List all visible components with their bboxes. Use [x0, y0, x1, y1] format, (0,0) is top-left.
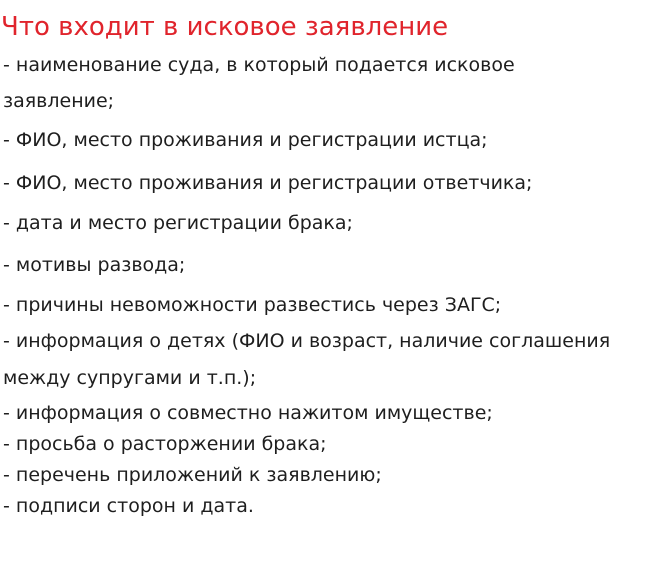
list-item: - мотивы развода;: [3, 254, 186, 276]
list-item: - ФИО, место проживания и регистрации ответчика;: [3, 172, 533, 194]
page-title: Что входит в исковое заявление: [1, 12, 449, 42]
list-item: - перечень приложений к заявлению;: [3, 464, 382, 486]
list-item: - причины невоможности развестись через ЗАГС;: [3, 294, 502, 316]
list-item: между супругами и т.п.);: [3, 367, 257, 389]
list-item: - информация о детях (ФИО и возраст, наличие соглашения: [3, 330, 611, 352]
list-item: заявление;: [3, 90, 115, 112]
list-item: - дата и место регистрации брака;: [3, 212, 353, 234]
list-item: - ФИО, место проживания и регистрации истца;: [3, 129, 488, 151]
list-item: - информация о совместно нажитом имуществе;: [3, 402, 493, 424]
list-item: - подписи сторон и дата.: [3, 495, 254, 517]
list-item: - просьба о расторжении брака;: [3, 433, 327, 455]
list-item: - наименование суда, в который подается исковое: [3, 54, 515, 76]
